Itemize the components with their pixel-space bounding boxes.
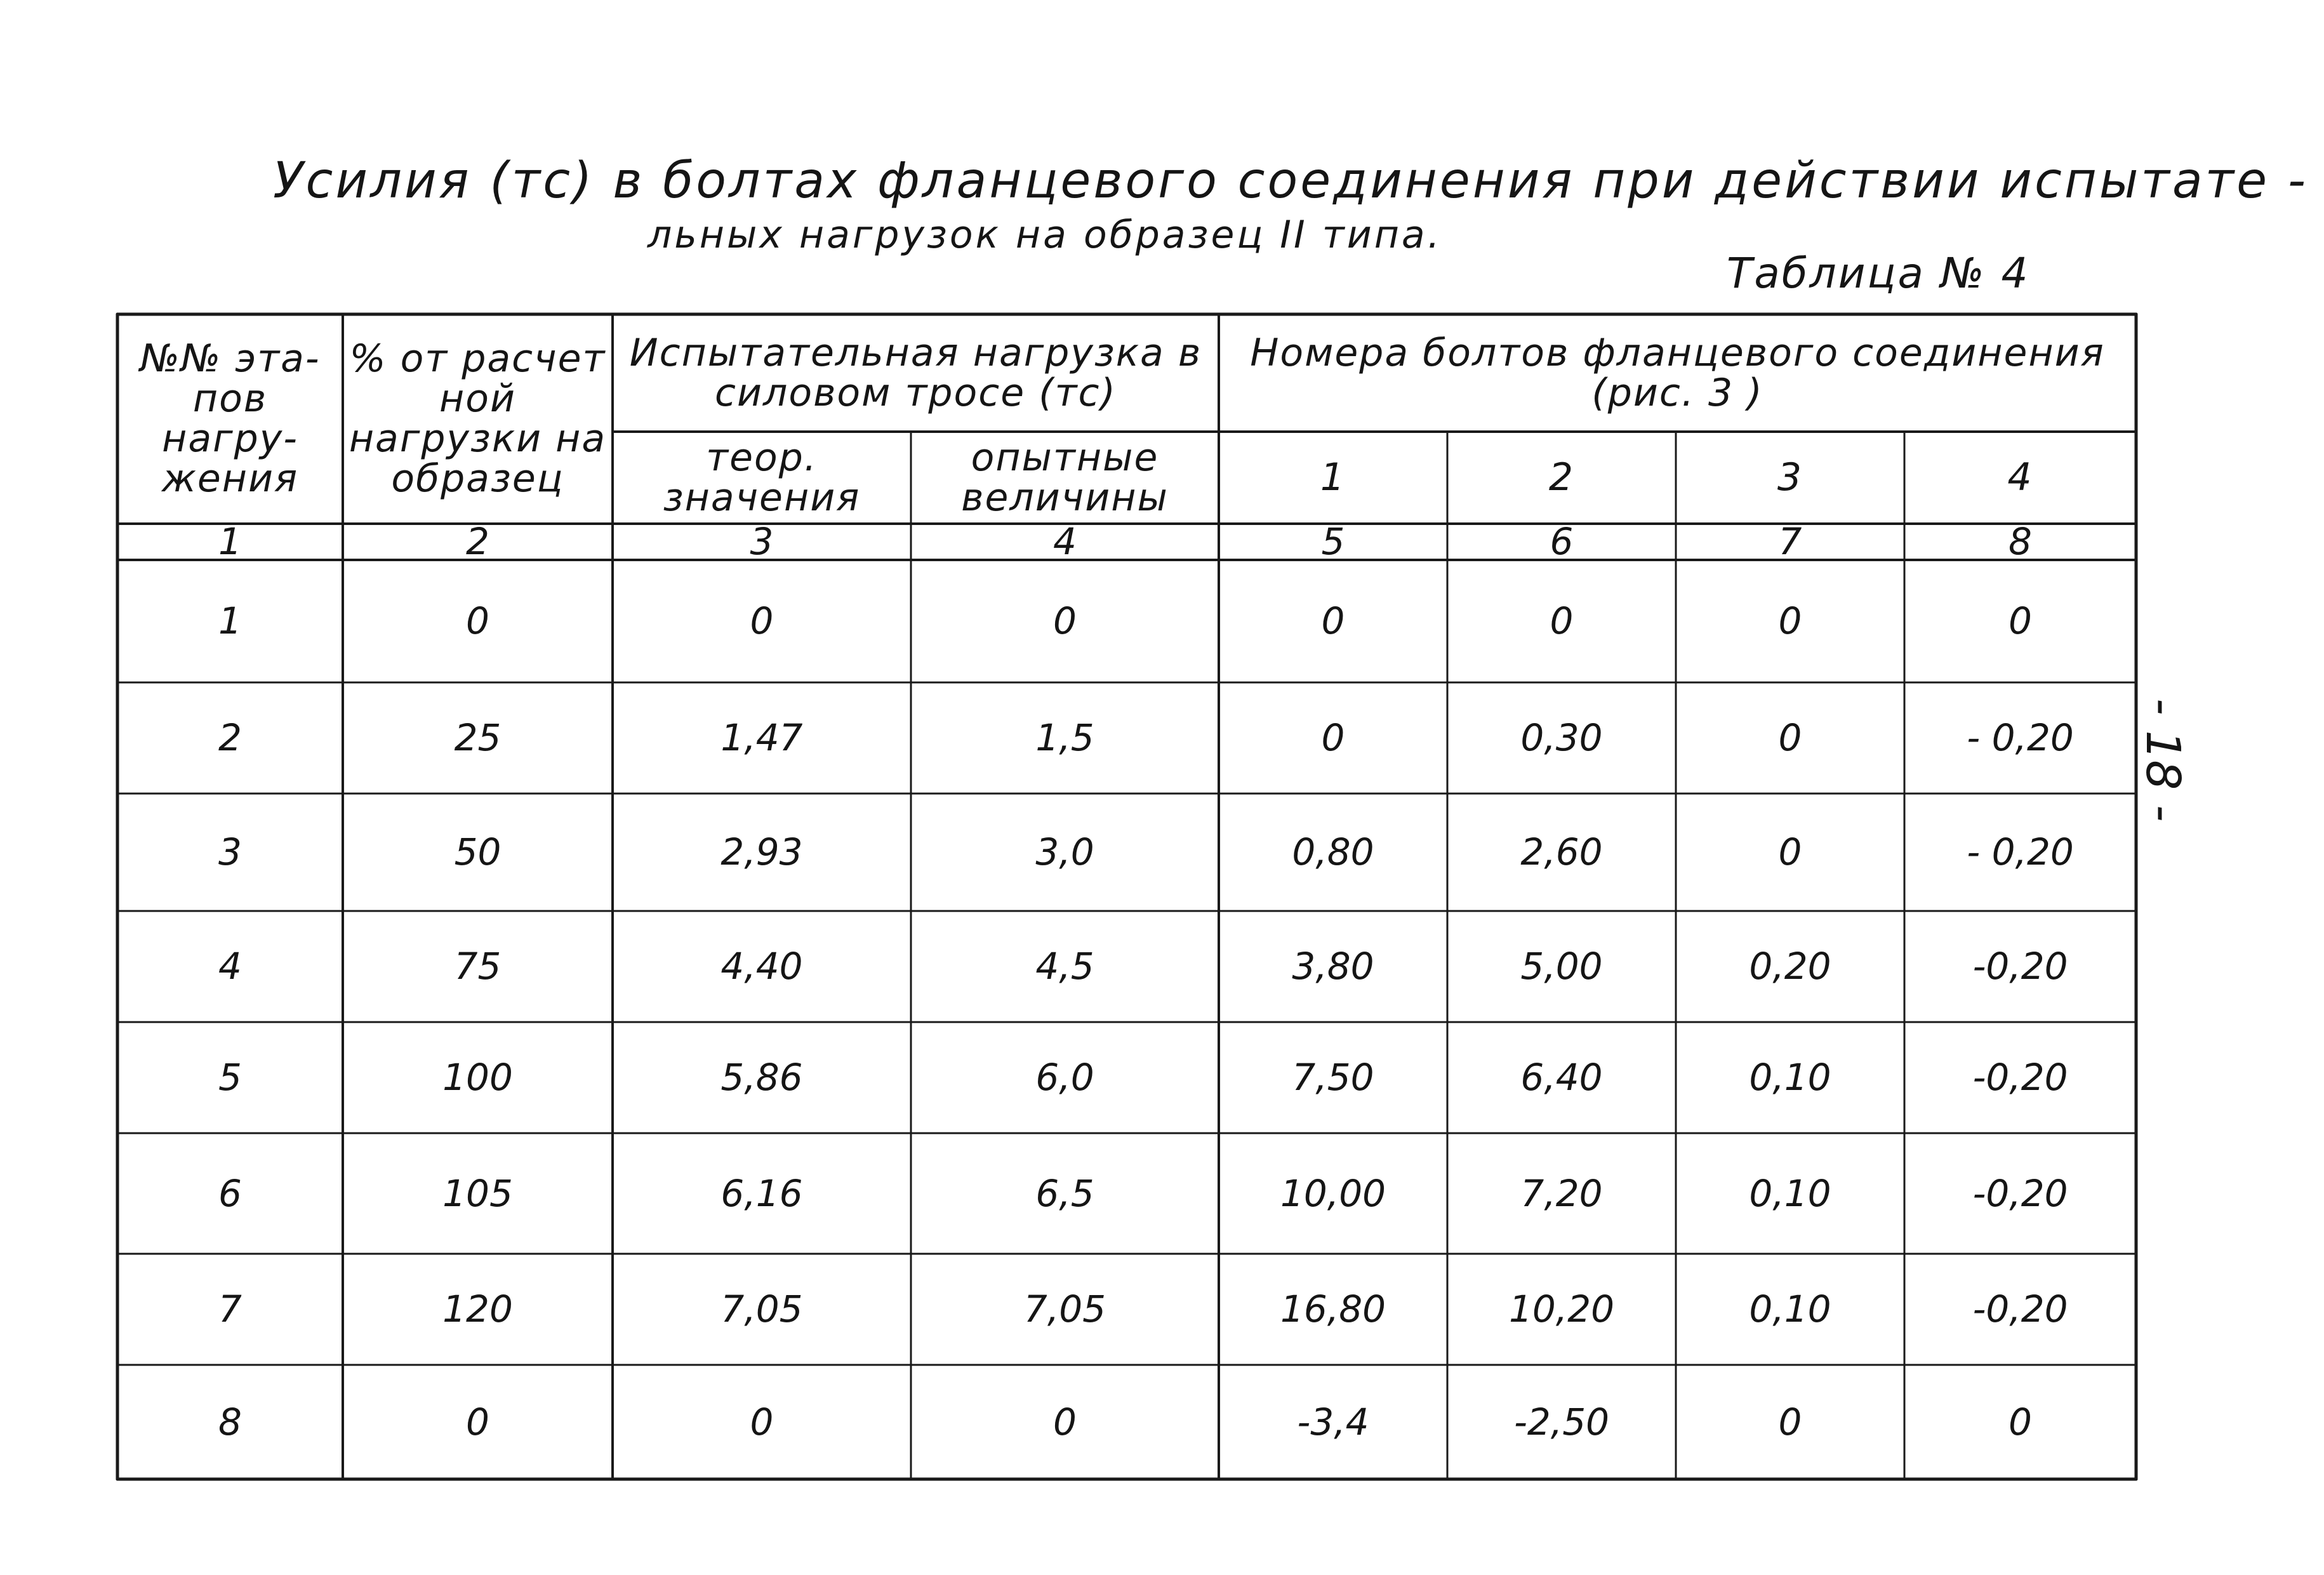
table-cell: 1 [218, 599, 242, 643]
table-cell: 0 [466, 599, 489, 643]
table-cell: 0 [1053, 1400, 1077, 1444]
table-cell: 25 [454, 716, 501, 760]
table-cell: 2,60 [1520, 830, 1603, 874]
page-number: - 18 - [2135, 698, 2190, 822]
table-cell: 1,47 [720, 716, 803, 760]
table-cell: 5,00 [1520, 945, 1603, 988]
table-cell: 105 [442, 1171, 513, 1215]
header-theoretical-values: теор. значения [663, 435, 861, 520]
column-number: 3 [750, 520, 774, 564]
column-number: 5 [1321, 520, 1345, 564]
table-cell: 0 [1778, 830, 1802, 874]
table-cell: -2,50 [1513, 1400, 1610, 1444]
column-number: 8 [2009, 520, 2032, 564]
table-cell: 0 [466, 1400, 489, 1444]
table-cell: 2 [218, 716, 242, 760]
table-cell: -3,4 [1297, 1400, 1369, 1444]
table-cell: 7,05 [720, 1287, 803, 1331]
table-cell: 10,00 [1280, 1171, 1386, 1215]
column-number: 6 [1550, 520, 1574, 564]
table-cell: 7 [218, 1287, 242, 1331]
table-cell: 6,0 [1035, 1056, 1094, 1100]
table-cell: 0 [1321, 716, 1345, 760]
table-cell: 0,10 [1749, 1171, 1831, 1215]
table-cell: 6,16 [720, 1171, 803, 1215]
table-cell: 0 [1550, 599, 1574, 643]
table-cell: 4,5 [1035, 945, 1094, 988]
table-cell: 0 [2009, 1400, 2032, 1444]
table-cell: 50 [454, 830, 501, 874]
table-cell: 75 [454, 945, 501, 988]
table-cell: - 0,20 [1967, 716, 2074, 760]
table-cell: 6,40 [1520, 1056, 1603, 1100]
table-title-line1: Усилия (тс) в болтах фланцевого соединения при действии испытате - [273, 152, 2309, 209]
table-cell: -0,20 [1972, 1287, 2068, 1331]
column-number: 7 [1778, 520, 1802, 564]
table-title-line2: льных нагрузок на образец II типа. [647, 213, 1442, 257]
table-cell: 0 [2009, 599, 2032, 643]
table-cell: 0,20 [1749, 945, 1831, 988]
header-bolt-2: 2 [1548, 455, 1575, 500]
table-cell: 0 [750, 1400, 774, 1444]
table-cell: -0,20 [1972, 1171, 2068, 1215]
table-cell: 0,80 [1292, 830, 1374, 874]
table-cell: 0 [1778, 1400, 1802, 1444]
header-bolt-4: 4 [2007, 455, 2033, 500]
column-number: 4 [1053, 520, 1077, 564]
header-bolt-3: 3 [1777, 455, 1803, 500]
table-cell: 0 [1778, 716, 1802, 760]
header-bolt-1: 1 [1320, 455, 1346, 500]
column-number: 2 [466, 520, 489, 564]
table-cell: 4,40 [720, 945, 803, 988]
table-cell: 5,86 [720, 1056, 803, 1100]
table-cell: 7,50 [1292, 1056, 1374, 1100]
table-cell: 4 [218, 945, 242, 988]
table-cell: 3,0 [1035, 830, 1094, 874]
table-cell: 0 [1778, 599, 1802, 643]
table-cell: 0,10 [1749, 1056, 1831, 1100]
table-cell: 0,10 [1749, 1287, 1831, 1331]
table-cell: 3,80 [1292, 945, 1374, 988]
table-cell: 0,30 [1520, 716, 1603, 760]
header-stage-number: №№ эта- пов нагру- жения [140, 336, 321, 501]
table-cell: 0 [750, 599, 774, 643]
table-cell: 16,80 [1280, 1287, 1386, 1331]
header-percent-design-load: % от расчет ной нагрузки на образец [349, 336, 607, 501]
table-cell: 7,05 [1023, 1287, 1106, 1331]
table-cell: 2,93 [720, 830, 803, 874]
table-cell: -0,20 [1972, 1056, 2068, 1100]
table-cell: 8 [218, 1400, 242, 1444]
table-cell: 0 [1321, 599, 1345, 643]
table-cell: 1,5 [1035, 716, 1094, 760]
table-cell: 0 [1053, 599, 1077, 643]
table-cell: 10,20 [1508, 1287, 1615, 1331]
column-number: 1 [218, 520, 242, 564]
table-cell: 7,20 [1520, 1171, 1603, 1215]
table-cell: 6,5 [1035, 1171, 1094, 1215]
table-cell: 3 [218, 830, 242, 874]
table-cell: 5 [218, 1056, 242, 1100]
table-label: Таблица № 4 [1727, 249, 2030, 298]
table-cell: 120 [442, 1287, 513, 1331]
table-cell: 100 [442, 1056, 513, 1100]
header-experimental-values: опытные величины [961, 435, 1169, 520]
table-cell: - 0,20 [1967, 830, 2074, 874]
header-bolt-numbers: Номера болтов фланцевого соединения (рис. 3 ) [1250, 330, 2105, 415]
table-cell: 6 [218, 1171, 242, 1215]
table-cell: -0,20 [1972, 945, 2068, 988]
header-test-load: Испытательная нагрузка в силовом тросе (тс) [629, 330, 1202, 415]
